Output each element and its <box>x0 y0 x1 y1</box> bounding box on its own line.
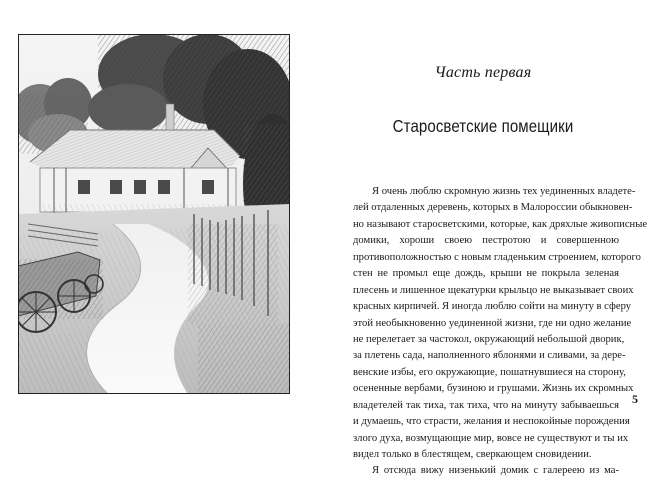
text-line: стен не промыл еще дождь, крыши не покрыла зеленая <box>353 268 619 280</box>
text-line: видел только в блестящем, сверкающем сновидении. <box>353 449 592 460</box>
text-line: злого духа, возмущающие мир, вовсе не существуют и ты их <box>353 432 629 444</box>
chapter-title: Старосветские помещики <box>392 116 574 136</box>
text-line: владетелей так тиха, так тиха, что на минуту забываешься <box>353 399 619 411</box>
village-house-illustration <box>18 34 290 394</box>
text-line: осененные вербами, бузиною и грушами. Жизнь их скромных <box>353 383 634 395</box>
text-line: Я отсюда вижу низенький домик с галереею из ма- <box>372 465 619 477</box>
chapter-paragraph <box>353 184 648 480</box>
text-line: лей отдаленных деревень, которых в Малороссии обыкновен- <box>353 202 633 214</box>
text-line: но называют старосветскими, которые, как дряхлые живописные <box>353 218 648 230</box>
text-line: плесень и лишенное щекатурки крыльцо не выказывает своих <box>353 284 634 296</box>
text-line: красных кирпичей. Я иногда люблю сойти на минуту в сферу <box>353 301 632 313</box>
text-line: этой необыкновенно уединенной жизни, где ни одно желание <box>353 317 632 329</box>
text-page <box>345 0 648 477</box>
text-line: и думаешь, что страсти, желания и неспокойные порождения <box>353 416 630 428</box>
pencil-drawing <box>18 34 290 394</box>
text-line: за плетень сада, наполненного яблонями и сливами, за дере- <box>353 350 626 362</box>
text-line: Я очень люблю скромную жизнь тех уединенных владете- <box>372 186 636 197</box>
text-line: противоположностью с новым гладеньким строением, которого <box>353 251 641 263</box>
part-heading: Часть первая <box>434 64 532 81</box>
page-number: 5 <box>632 392 638 406</box>
text-line: не перелетает за частокол, окружающий небольшой дворик, <box>353 333 625 345</box>
text-line: венские избы, его окружающие, пошатнувшиеся на сторону, <box>353 366 626 378</box>
text-line: домики, хороши своею пестротою и совершенною <box>353 235 619 247</box>
